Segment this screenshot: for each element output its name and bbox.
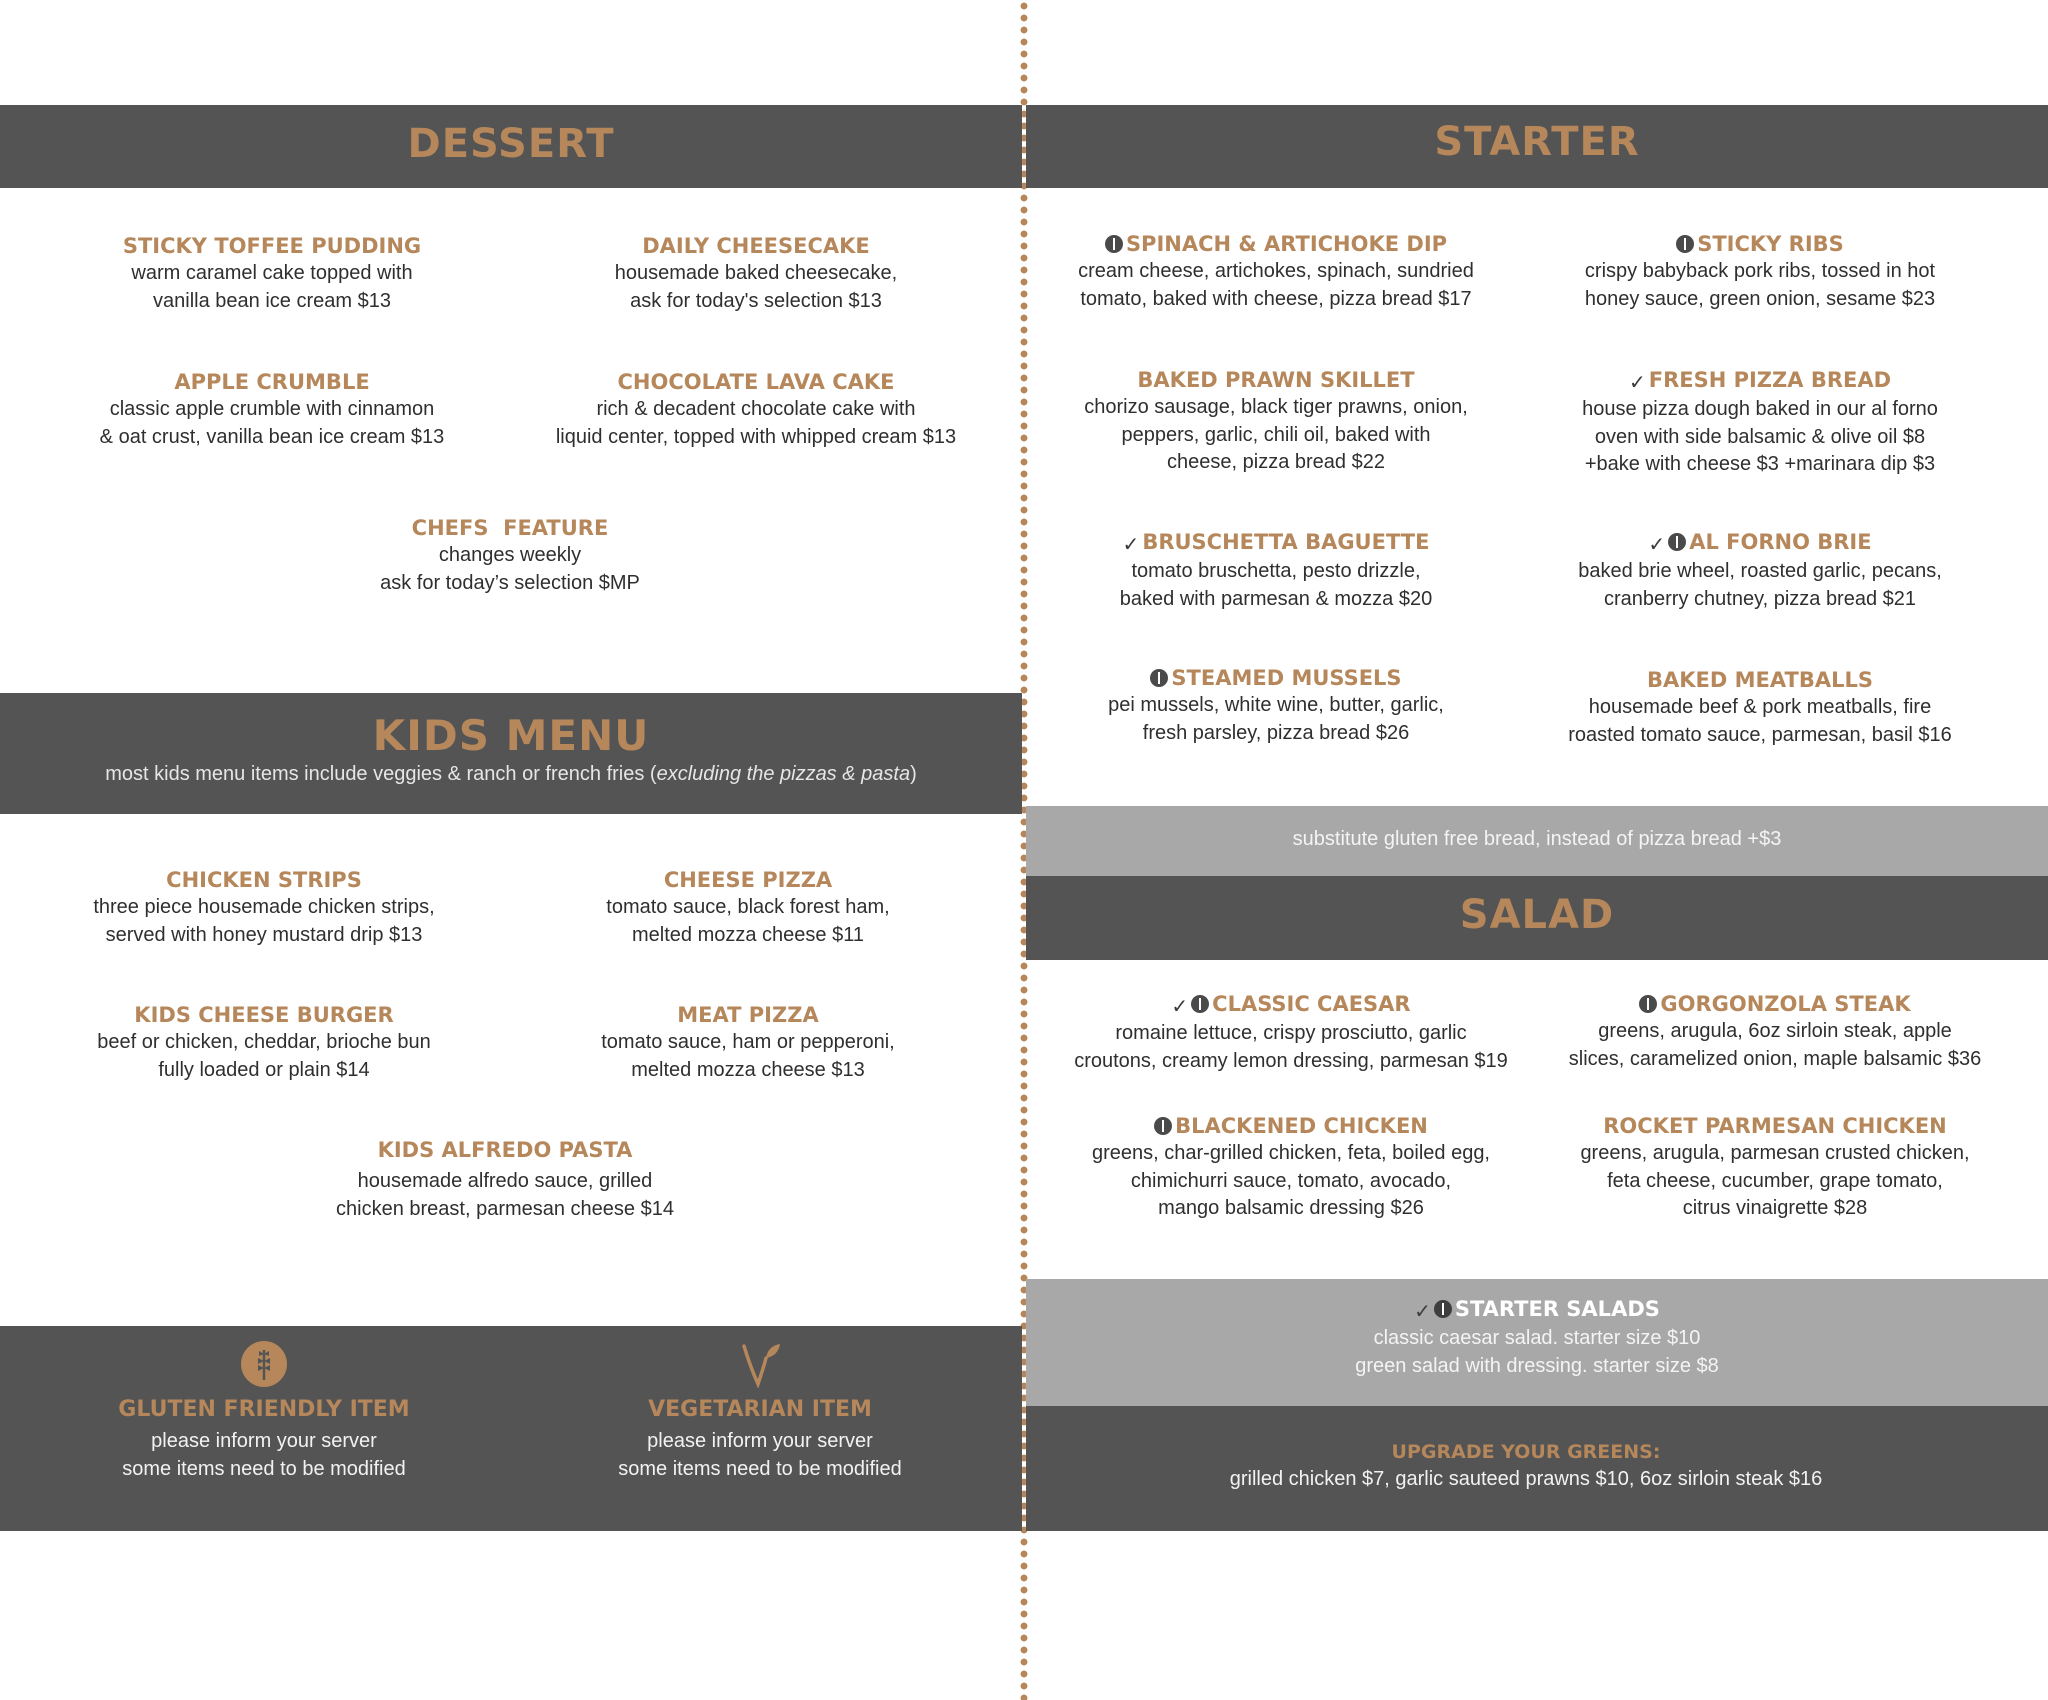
kids-item xyxy=(285,1136,725,1223)
starter-header-band xyxy=(1026,105,2048,188)
item-name: CHICKEN STRIPS xyxy=(166,868,362,892)
starter-title: STARTER xyxy=(1434,119,1640,165)
gluten-friendly-icon xyxy=(1105,235,1123,253)
item-desc: chorizo sausage, black tiger prawns, onion, peppers, garlic, chili oil, baked with cheese, pizza bread $22 xyxy=(1084,396,1468,473)
item-desc: beef or chicken, cheddar, brioche bun fully loaded or plain $14 xyxy=(97,1031,431,1081)
item-desc: rich & decadent chocolate cake with liquid center, topped with whipped cream $13 xyxy=(555,398,957,448)
gluten-friendly-icon xyxy=(1434,1300,1452,1318)
vegetarian-icon: ✓ xyxy=(1648,532,1666,556)
salad-header-band xyxy=(1026,876,2048,960)
item-desc: baked brie wheel, roasted garlic, pecans, cranberry chutney, pizza bread $21 xyxy=(1578,560,1942,610)
salad-item xyxy=(1540,990,2010,1073)
item-name: ROCKET PARMESAN CHICKEN xyxy=(1603,1114,1947,1138)
item-name: KIDS ALFREDO PASTA xyxy=(377,1138,633,1162)
salad-item xyxy=(1540,1112,2010,1223)
starter-salads xyxy=(1026,1295,2048,1380)
legend-title: VEGETARIAN ITEM xyxy=(648,1397,872,1422)
item-name: KIDS CHEESE BURGER xyxy=(134,1003,394,1027)
starter-item xyxy=(1540,666,1980,749)
kids-menu-header-band xyxy=(0,693,1022,814)
item-name: CHEFS FEATURE xyxy=(411,516,609,540)
item-desc: tomato sauce, black forest ham, melted mozza cheese $11 xyxy=(606,896,890,946)
dessert-item xyxy=(516,368,996,451)
kids-item xyxy=(528,1001,968,1084)
kids-note-text: most kids menu items include veggies & ranch or french fries ( xyxy=(105,763,657,785)
item-name: APPLE CRUMBLE xyxy=(174,370,370,394)
dessert-item xyxy=(52,368,492,451)
starter-item xyxy=(1540,528,1980,613)
gluten-friendly-icon xyxy=(1154,1117,1172,1135)
item-name: GORGONZOLA STEAK xyxy=(1660,992,1911,1016)
item-name: AL FORNO BRIE xyxy=(1689,530,1872,554)
dessert-item xyxy=(270,514,750,597)
kids-item xyxy=(44,1001,484,1084)
item-name: BRUSCHETTA BAGUETTE xyxy=(1142,530,1430,554)
item-name: DAILY CHEESECAKE xyxy=(642,234,870,258)
item-desc: three piece housemade chicken strips, served with honey mustard drip $13 xyxy=(93,896,435,946)
kids-note-close: ) xyxy=(910,763,917,785)
kids-item xyxy=(44,866,484,949)
item-name: BAKED PRAWN SKILLET xyxy=(1137,368,1415,392)
starter-item xyxy=(1540,366,1980,479)
gluten-friendly-icon xyxy=(1150,669,1168,687)
item-name: UPGRADE YOUR GREENS: xyxy=(1391,1441,1661,1463)
item-name: STEAMED MUSSELS xyxy=(1171,666,1402,690)
starter-item xyxy=(1046,366,1506,477)
item-desc: changes weekly ask for today’s selection $MP xyxy=(380,544,640,594)
vegetarian-icon: ✓ xyxy=(1122,532,1140,556)
kids-menu-note xyxy=(0,763,1022,786)
upgrade-band xyxy=(1026,1406,2048,1531)
item-desc: housemade baked cheesecake, ask for today's selection $13 xyxy=(614,262,898,312)
kids-menu-title: KIDS MENU xyxy=(372,711,650,760)
item-name: STICKY RIBS xyxy=(1697,232,1844,256)
legend-title: GLUTEN FRIENDLY ITEM xyxy=(118,1397,410,1422)
item-desc: housemade beef & pork meatballs, fire roasted tomato sauce, parmesan, basil $16 xyxy=(1568,696,1952,746)
item-name: BAKED MEATBALLS xyxy=(1647,668,1873,692)
item-desc: classic caesar salad. starter size $10 green salad with dressing. starter size $8 xyxy=(1355,1327,1719,1377)
item-desc: housemade alfredo sauce, grilled chicken breast, parmesan cheese $14 xyxy=(336,1170,674,1220)
vegetarian-icon: ✓ xyxy=(1628,370,1646,394)
item-desc: grilled chicken $7, garlic sauteed prawns $10, 6oz sirloin steak $16 xyxy=(1229,1468,1823,1490)
item-desc: crispy babyback pork ribs, tossed in hot honey sauce, green onion, sesame $23 xyxy=(1584,260,1936,310)
item-desc: greens, arugula, parmesan crusted chicken, feta cheese, cucumber, grape tomato, citrus vinaigrette $28 xyxy=(1580,1142,1970,1219)
gluten-friendly-icon xyxy=(1639,995,1657,1013)
gluten-friendly-icon xyxy=(1191,995,1209,1013)
item-name: STARTER SALADS xyxy=(1454,1297,1660,1321)
dessert-header-band xyxy=(0,105,1022,188)
vegetarian-icon: ✓ xyxy=(1171,994,1189,1018)
legend-desc: please inform your server some items need to be modified xyxy=(618,1430,902,1480)
substitute-note: substitute gluten free bread, instead of pizza bread +$3 xyxy=(1292,828,1782,850)
substitute-band xyxy=(1026,806,2048,876)
item-desc: greens, arugula, 6oz sirloin steak, apple slices, caramelized onion, maple balsamic $36 xyxy=(1568,1020,1982,1070)
dessert-title: DESSERT xyxy=(407,121,615,167)
salad-item xyxy=(1046,990,1536,1075)
item-desc: greens, char-grilled chicken, feta, boiled egg, chimichurri sauce, tomato, avocado, mango balsamic dressing $26 xyxy=(1091,1142,1490,1219)
starter-item xyxy=(1046,230,1506,313)
item-name: CLASSIC CAESAR xyxy=(1212,992,1411,1016)
legend-desc: please inform your server some items need to be modified xyxy=(122,1430,406,1480)
salad-item xyxy=(1046,1112,1536,1223)
item-desc: tomato bruschetta, pesto drizzle, baked with parmesan & mozza $20 xyxy=(1119,560,1433,610)
legend-vegetarian xyxy=(540,1340,980,1483)
item-desc: classic apple crumble with cinnamon & oat crust, vanilla bean ice cream $13 xyxy=(99,398,445,448)
item-desc: pei mussels, white wine, butter, garlic, fresh parsley, pizza bread $26 xyxy=(1108,694,1444,744)
vegetarian-icon: ✓ xyxy=(1414,1299,1431,1323)
starter-item xyxy=(1046,664,1506,747)
item-name: FRESH PIZZA BREAD xyxy=(1648,368,1892,392)
legend-band xyxy=(0,1326,1022,1531)
kids-note-italic: excluding the pizzas & pasta xyxy=(656,763,911,785)
item-name: BLACKENED CHICKEN xyxy=(1175,1114,1428,1138)
legend-gluten-friendly xyxy=(44,1340,484,1483)
item-desc: house pizza dough baked in our al forno oven with side balsamic & olive oil $8 +bake with cheese $3 +marinara dip $3 xyxy=(1582,398,1938,475)
item-desc: warm caramel cake topped with vanilla bean ice cream $13 xyxy=(131,262,413,312)
dessert-item xyxy=(516,232,996,315)
upgrade-greens xyxy=(1026,1438,2026,1494)
kids-item xyxy=(528,866,968,949)
item-name: SPINACH & ARTICHOKE DIP xyxy=(1125,232,1448,256)
leaf-icon xyxy=(736,1340,784,1388)
starter-item xyxy=(1046,528,1506,613)
starter-salads-band xyxy=(1026,1279,2048,1406)
item-name: CHEESE PIZZA xyxy=(663,868,833,892)
starter-item xyxy=(1540,230,1980,313)
item-name: CHOCOLATE LAVA CAKE xyxy=(617,370,895,394)
item-name: STICKY TOFFEE PUDDING xyxy=(122,234,422,258)
gluten-friendly-icon xyxy=(1668,533,1686,551)
salad-title: SALAD xyxy=(1459,892,1615,938)
item-name: MEAT PIZZA xyxy=(677,1003,819,1027)
gluten-friendly-icon xyxy=(1676,235,1694,253)
dessert-item xyxy=(52,232,492,315)
item-desc: cream cheese, artichokes, spinach, sundried tomato, baked with cheese, pizza bread $17 xyxy=(1078,260,1474,310)
wheat-icon xyxy=(240,1340,288,1388)
item-desc: tomato sauce, ham or pepperoni, melted mozza cheese $13 xyxy=(601,1031,895,1081)
item-desc: romaine lettuce, crispy prosciutto, garlic croutons, creamy lemon dressing, parmesan $19 xyxy=(1074,1022,1508,1072)
